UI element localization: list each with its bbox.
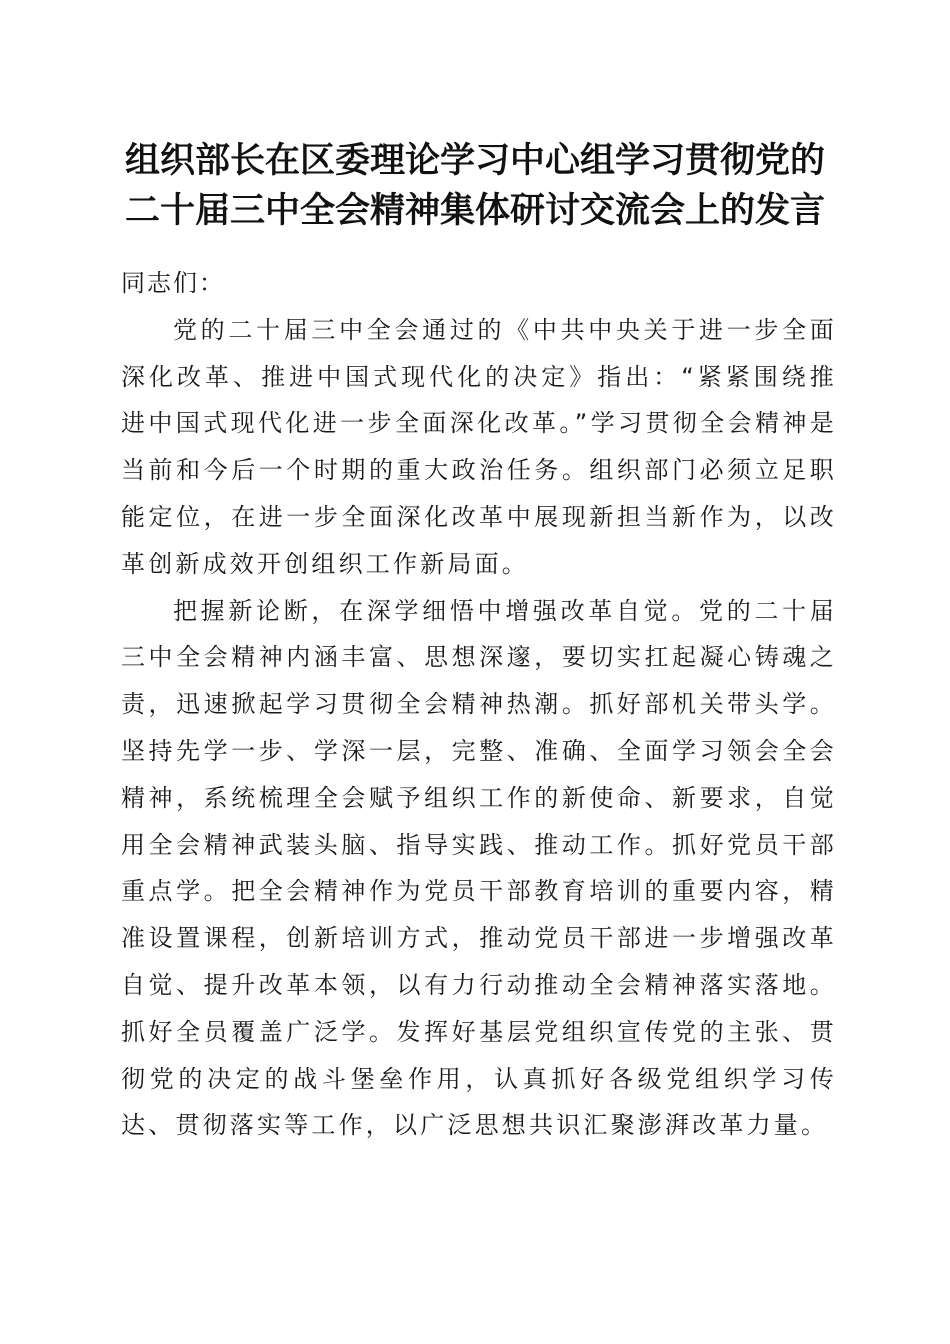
document-title [100,136,850,236]
title-line-1: 组织部长在区委理论学习中心组学习贯彻党的 [124,140,825,181]
title-line-2: 二十届三中全会精神集体研讨交流会上的发言 [124,190,825,231]
paragraph-1: 党的二十届三中全会通过的《中共中央关于进一步全面深化改革、推进中国式现代化的决定》指出：“紧紧围绕推进中国式现代化进一步全面深化改革。”学习贯彻全会精神是当前和今后一个时期的重大政治任务。组织部门必须立足职能定位，在进一步全面深化改革中展现新担当新作为，以改革创新成效开创组织工作新局面。 [121,315,837,578]
salutation: 同志们： [121,269,225,297]
paragraph-2: 把握新论断，在深学细悟中增强改革自觉。党的二十届三中全会精神内涵丰富、思想深邃，要切实扛起凝心铸魂之责，迅速掀起学习贯彻全会精神热潮。抓好部机关带头学。坚持先学一步、学深一层，完整、准确、全面学习领会全会精神，系统梳理全会赋予组织工作的新使命、新要求，自觉用全会精神武装头脑、指导实践、推动工作。抓好党员干部重点学。把全会精神作为党员干部教育培训的重要内容，精准设置课程，创新培训方式，推动党员干部进一步增强改革自觉、提升改革本领，以有力行动推动全会精神落实落地。抓好全员覆盖广泛学。发挥好基层党组织宣传党的主张、贯彻党的决定的战斗堡垒作用，认真抓好各级党组织学习传达、贯彻落实等工作，以广泛思想共识汇聚澎湃改革力量。 [121,596,837,1140]
document-body [121,260,837,1149]
